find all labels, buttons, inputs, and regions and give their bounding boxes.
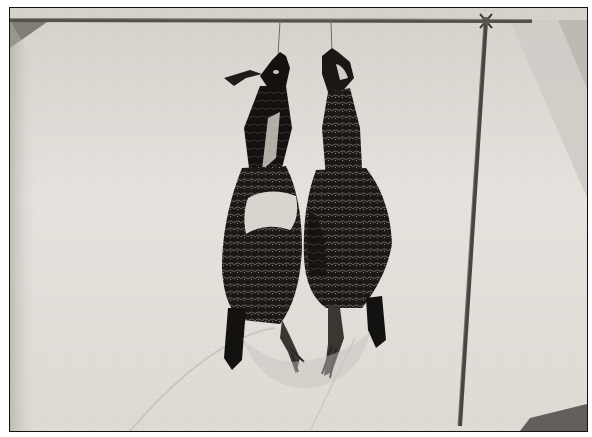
photo-scene (10, 8, 587, 431)
horizontal-pole (10, 20, 532, 21)
photograph (9, 7, 588, 432)
tent-edge-left (10, 20, 38, 431)
lashing-knot (482, 17, 490, 25)
bird-left-eye-patch (273, 70, 279, 74)
